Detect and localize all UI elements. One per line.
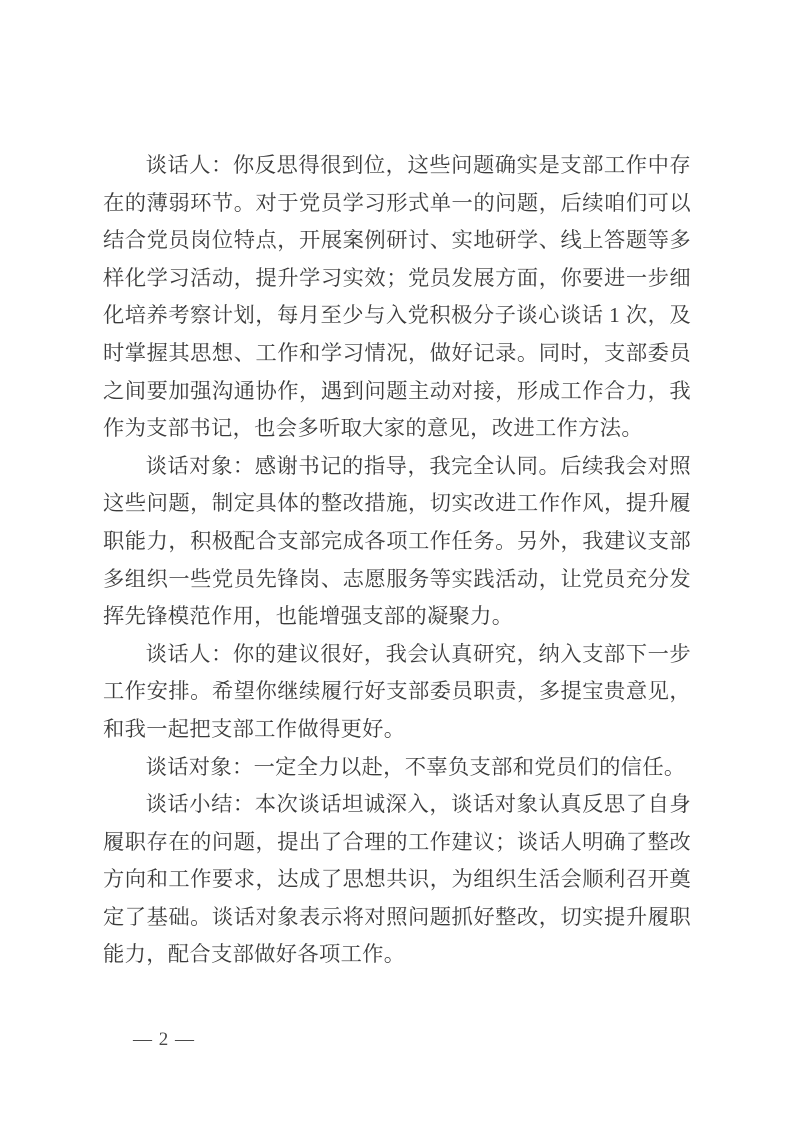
page-number: — 2 — bbox=[133, 1029, 195, 1050]
document-body bbox=[103, 147, 691, 974]
paragraph-interviewer-reply: 谈话人：你的建议很好，我会认真研究，纳入支部下一步工作安排。希望你继续履行好支部委员职责，多提宝贵意见，和我一起把支部工作做得更好。 bbox=[103, 641, 691, 741]
paragraph-conversation-summary: 谈话小结：本次谈话坦诚深入，谈话对象认真反思了自身履职存在的问题，提出了合理的工作建议；谈话人明确了整改方向和工作要求，达成了思想共识，为组织生活会顺利召开奠定了基础。谈话对象表示将对照问题抓好整改，切实提升履职能力，配合支部做好各项工作。 bbox=[103, 792, 691, 967]
paragraph-interviewee-response: 谈话对象：感谢书记的指导，我完全认同。后续我会对照这些问题，制定具体的整改措施，切实改进工作作风，提升履职能力，积极配合支部完成各项工作任务。另外，我建议支部多组织一些党员先锋岗、志愿服务等实践活动，让党员充分发挥先锋模范作用，也能增强支部的凝聚力。 bbox=[103, 453, 691, 629]
paragraph-interviewer-remarks: 谈话人：你反思得很到位，这些问题确实是支部工作中存在的薄弱环节。对于党员学习形式单一的问题，后续咱们可以结合党员岗位特点，开展案例研讨、实地研学、线上答题等多样化学习活动，提升学习实效；党员发展方面，你要进一步细化培养考察计划，每月至少与入党积极分子谈心谈话 1 次，及时掌握其思想、工作和学习情况，做好记录。同时，支部委员之间要加强沟通协作，遇到问题主动对接，形成工作合力，我作为支部书记，也会多听取大家的意见，改进工作方法。 bbox=[103, 153, 691, 441]
paragraph-interviewee-commitment: 谈话对象：一定全力以赴，不辜负支部和党员们的信任。 bbox=[145, 754, 686, 779]
